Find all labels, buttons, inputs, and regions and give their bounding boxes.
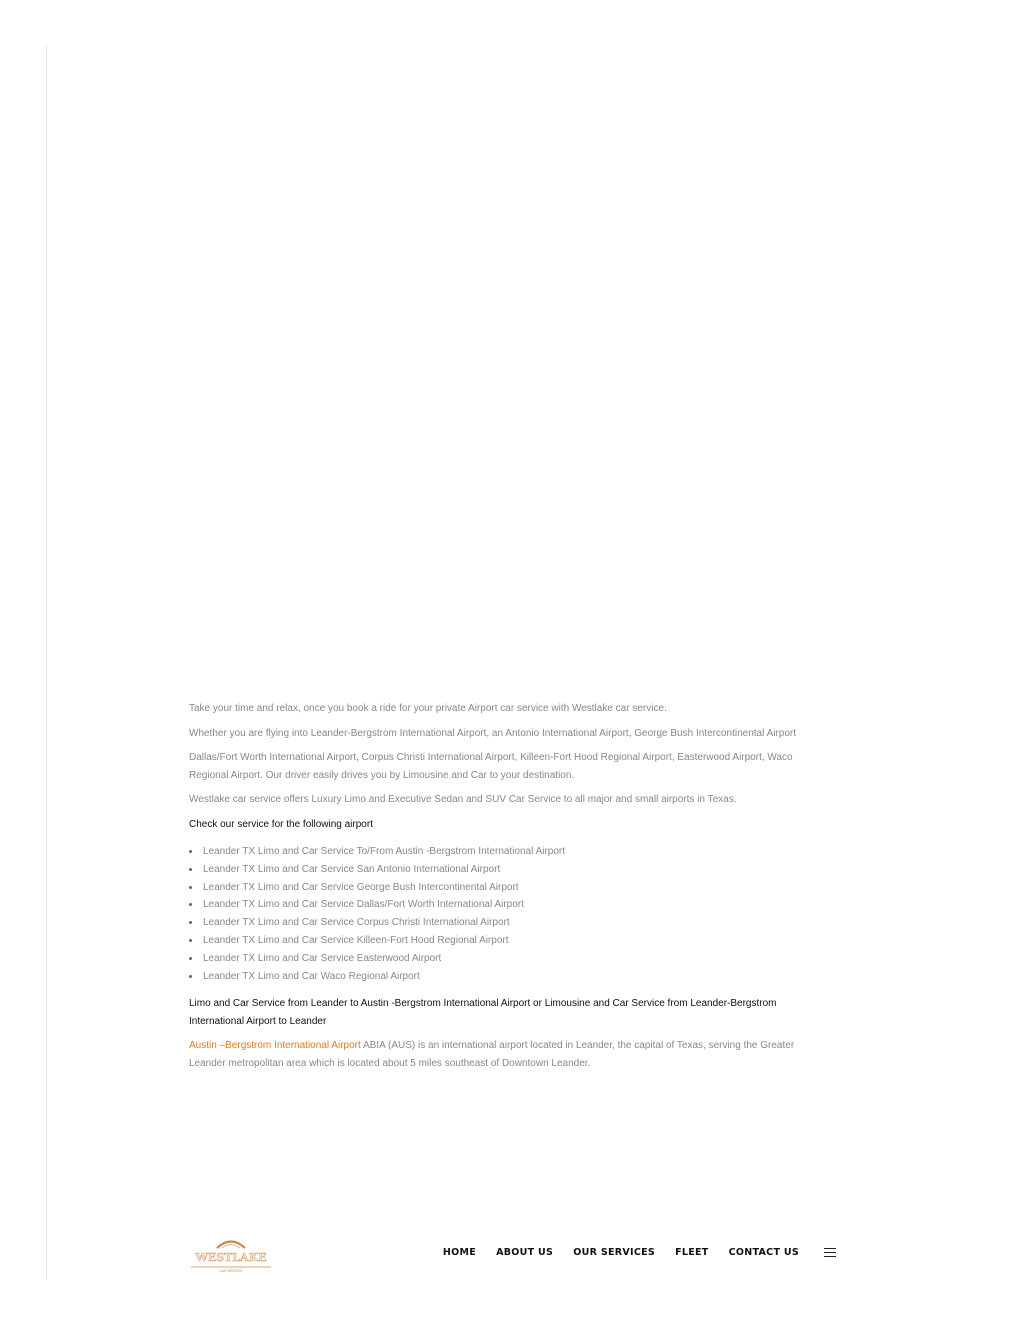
bullet-icon bbox=[189, 975, 192, 978]
nav-our-services[interactable]: OUR SERVICES bbox=[573, 1247, 656, 1258]
list-item: Leander TX Limo and Car Service Killeen-Fort Hood Regional Airport bbox=[203, 932, 819, 950]
bullet-icon bbox=[189, 886, 192, 889]
logo-subtext: CAR SERVICE bbox=[219, 1269, 243, 1273]
check-service-heading: Check our service for the following airport bbox=[189, 818, 373, 830]
list-item: Leander TX Limo and Car Service To/From Austin -Bergstrom International Airport bbox=[203, 843, 819, 861]
airports-paragraph: Dallas/Fort Worth International Airport, Corpus Christi International Airport, Killeen-Fort Hood Regional Airport, Easterwood Airport, Waco Regional Airport. Our driver easily drives you by Limousine and Car to your destination. bbox=[189, 752, 793, 781]
main-nav bbox=[443, 1247, 799, 1258]
bullet-icon bbox=[189, 921, 192, 924]
left-divider bbox=[46, 45, 47, 1280]
logo-wordmark: WESTLAKE bbox=[195, 1251, 267, 1264]
list-item: Leander TX Limo and Car Service George Bush Intercontinental Airport bbox=[203, 879, 819, 897]
list-item: Leander TX Limo and Car Service Dallas/Fort Worth International Airport bbox=[203, 896, 819, 914]
bullet-icon bbox=[189, 850, 192, 853]
westlake-logo-icon bbox=[189, 1235, 273, 1273]
airport-description bbox=[189, 1037, 819, 1072]
intro-paragraph: Take your time and relax, once you book a ride for your private Airport car service with Westlake car service. bbox=[189, 703, 667, 714]
airport-service-list bbox=[189, 843, 819, 985]
hamburger-menu-icon[interactable] bbox=[824, 1248, 836, 1258]
nav-contact-us[interactable]: CONTACT US bbox=[728, 1247, 799, 1258]
flying-into-paragraph: Whether you are flying into Leander-Bergstrom International Airport, an Antonio International Airport, George Bush Intercontinental Airport bbox=[189, 727, 797, 739]
austin-airport-link[interactable]: Austin –Bergstrom International Airport bbox=[189, 1040, 361, 1052]
bullet-icon bbox=[189, 868, 192, 871]
site-header bbox=[189, 1232, 839, 1272]
nav-home[interactable]: HOME bbox=[442, 1247, 477, 1258]
list-item: Leander TX Limo and Car Service San Antonio International Airport bbox=[203, 861, 819, 879]
nav-about-us[interactable]: ABOUT US bbox=[496, 1247, 554, 1258]
bullet-icon bbox=[189, 939, 192, 942]
bullet-icon bbox=[189, 957, 192, 960]
airport-description-text: ABIA (AUS) is an international airport located in Leander, the capital of Texas, serving the Greater Leander metropolitan area which is located about 5 miles southeast of Downtown Leander. bbox=[189, 1040, 795, 1069]
westlake-logo[interactable] bbox=[189, 1235, 273, 1273]
bullet-icon bbox=[189, 903, 192, 906]
limo-service-heading: Limo and Car Service from Leander to Austin -Bergstrom International Airport or Limousine and Car Service from Leander-Bergstrom International Airport to Leander bbox=[189, 998, 777, 1027]
list-item: Leander TX Limo and Car Service Easterwood Airport bbox=[203, 950, 819, 968]
main-content bbox=[189, 700, 819, 1079]
list-item: Leander TX Limo and Car Service Corpus Christi International Airport bbox=[203, 914, 819, 932]
offers-paragraph: Westlake car service offers Luxury Limo and Executive Sedan and SUV Car Service to all major and small airports in Texas. bbox=[189, 794, 737, 805]
nav-fleet[interactable]: FLEET bbox=[675, 1247, 709, 1258]
list-item: Leander TX Limo and Car Waco Regional Airport bbox=[203, 968, 819, 986]
